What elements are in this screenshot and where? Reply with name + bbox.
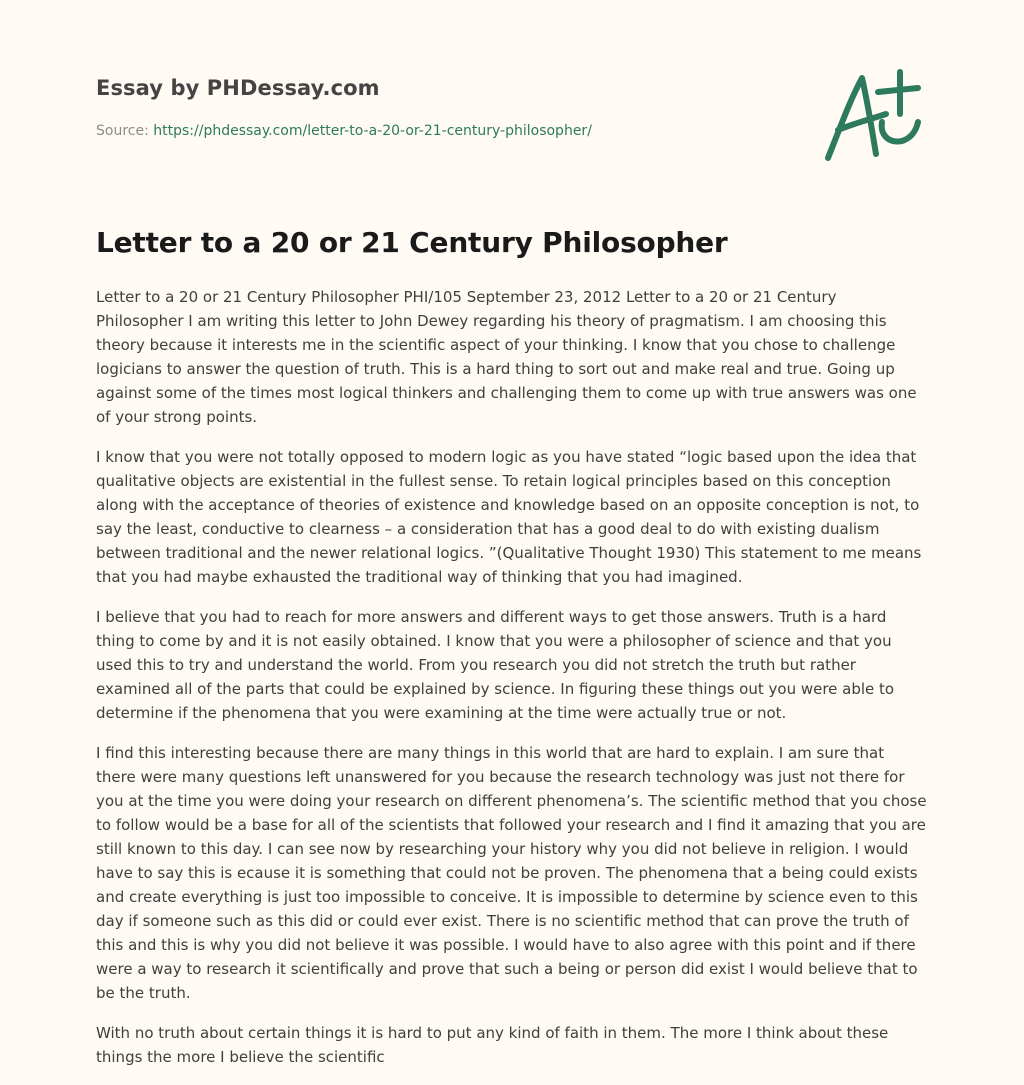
a-plus-grade-icon — [818, 66, 930, 166]
article-body — [96, 285, 928, 1085]
paragraph: I know that you were not totally opposed to modern logic as you have stated “logic based upon the idea that qualitative objects are existential in the fullest sense. To retain logical principles based on this conception along with the acceptance of theories of existence and knowledge based on an opposite conception is not, to say the least, conductive to clearness – a consideration that has a good deal to do with existing dualism between traditional and the newer relational logics. ”(Qualitative Thought 1930) This statement to me means that you had maybe exhausted the traditional way of thinking that you had imagined. — [96, 448, 922, 586]
site-brand: Essay by PHDessay.com — [96, 76, 380, 100]
paragraph: I believe that you had to reach for more answers and different ways to get those answers. Truth is a hard thing to come by and it is not easily obtained. I know that you were a philosopher of science and that you used this to try and understand the world. From you research you did not stretch the truth but rather examined all of the parts that could be explained by science. In figuring these things out you were able to determine if the phenomena that you were examining at the time were actually true or not. — [96, 608, 895, 722]
source-link[interactable]: https://phdessay.com/letter-to-a-20-or-21-century-philosopher/ — [153, 123, 592, 139]
page-title: Letter to a 20 or 21 Century Philosopher — [96, 226, 728, 259]
paragraph: Letter to a 20 or 21 Century Philosopher PHI/105 September 23, 2012 Letter to a 20 or 21 Century Philosopher I am writing this letter to John Dewey regarding his theory of pragmatism. I am choosing this theory because it interests me in the scientific aspect of your thinking. I know that you chose to challenge logicians to answer the question of truth. This is a hard thing to sort out and make real and true. Going up against some of the times most logical thinkers and challenging them to come up with true answers was one of your strong points. — [96, 288, 917, 426]
source-line — [96, 123, 592, 139]
paragraph: I find this interesting because there are many things in this world that are hard to explain. I am sure that there were many questions left unanswered for you because the research technology was just not there for you at the time you were doing your research on different phenomena’s. The scientific method that you chose to follow would be a base for all of the scientists that followed your research and I find it amazing that you are still known to this day. I can see now by researching your history why you did not believe in religion. I would have to say this is ecause it is something that could not be proven. The phenomena that a being could exists and create everything is just too impossible to conceive. It is impossible to determine by science even to this day if someone such as this did or could ever exist. There is no scientific method that can prove the truth of this and this is why you did not believe it was possible. I would have to also agree with this point and if there were a way to research it scientifically and prove that such a being or person did exist I would believe that to be the truth. — [96, 744, 927, 1002]
paragraph: With no truth about certain things it is hard to put any kind of faith in them. The more I think about these things the more I believe the scientific — [96, 1024, 889, 1066]
source-label: Source: — [96, 123, 149, 139]
